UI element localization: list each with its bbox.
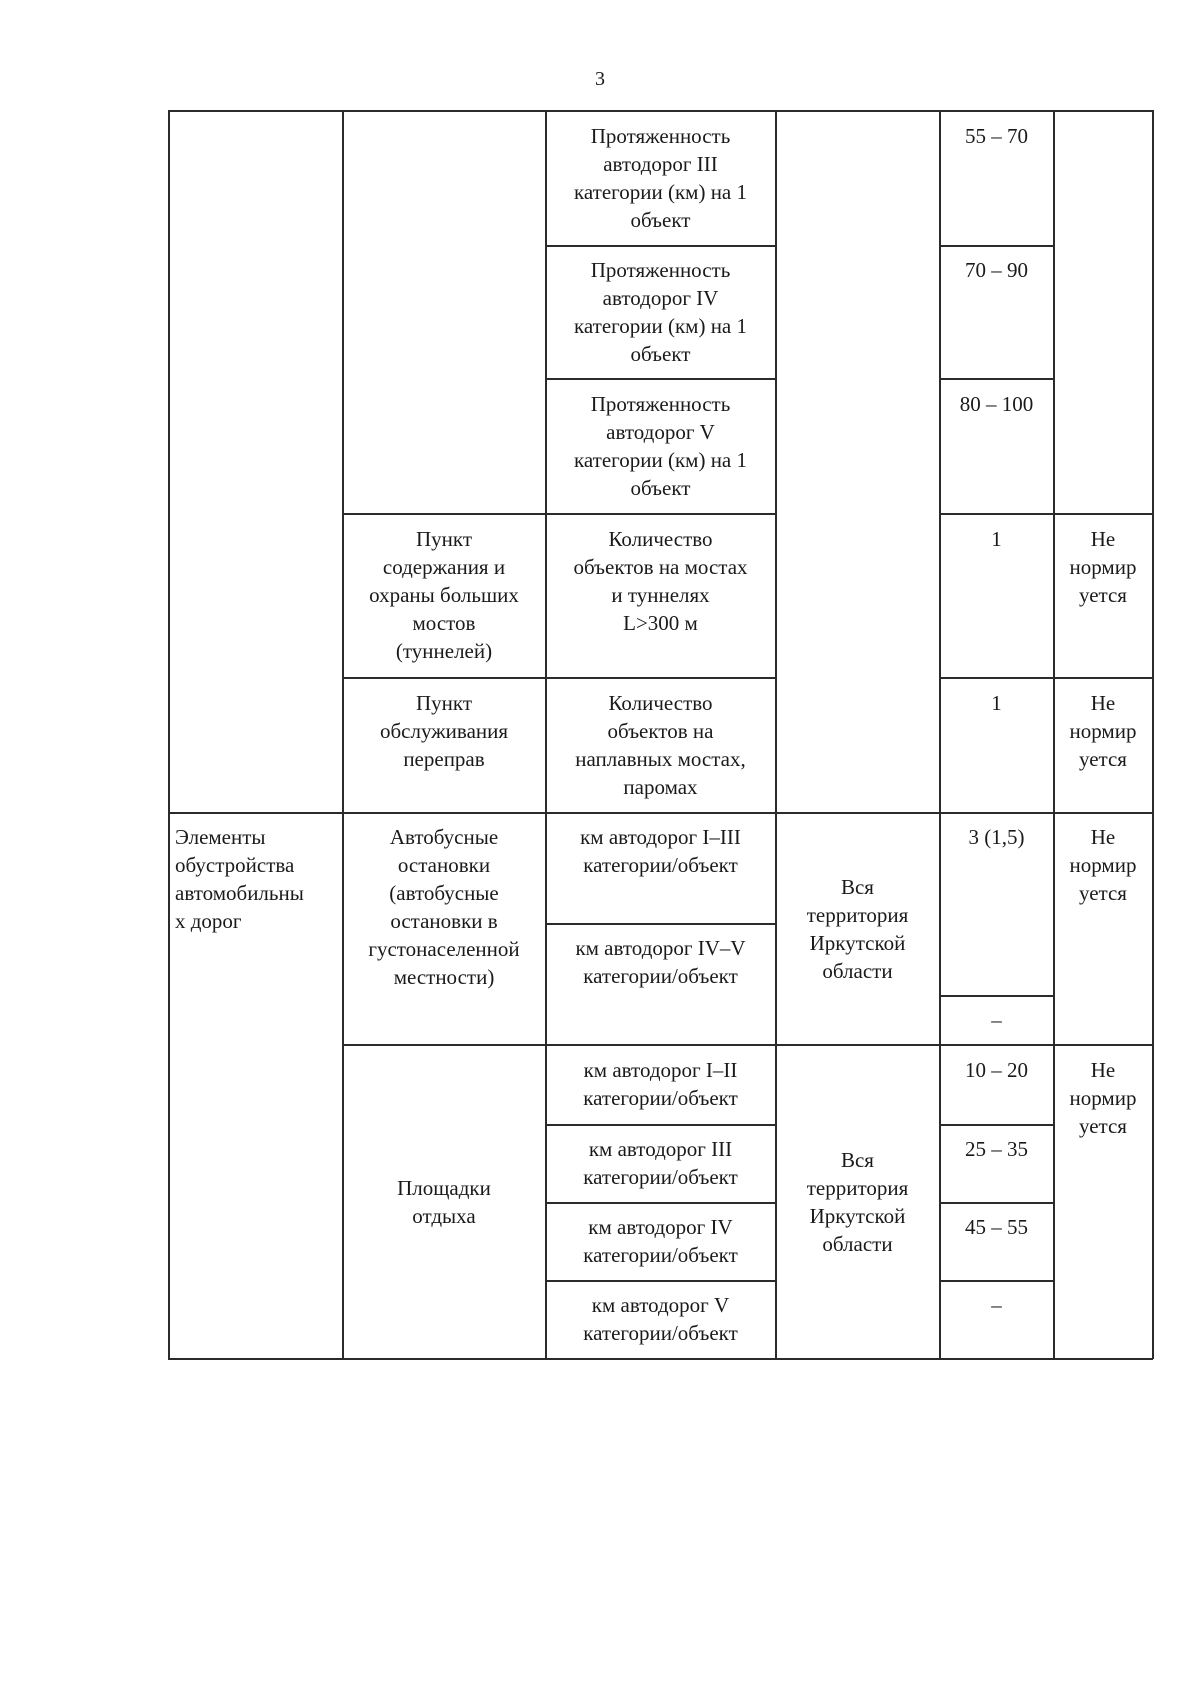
indicator-cell: км автодорог V категории/объект [583, 1293, 738, 1345]
value-cell: – [991, 1008, 1002, 1032]
value-cell: – [991, 1293, 1002, 1317]
territory-cell: Вся территория Иркутской области [806, 1147, 909, 1256]
note-cell: Не нормир уется [1069, 691, 1137, 771]
value-cell: 10 – 20 [965, 1058, 1028, 1082]
value-cell: 1 [991, 691, 1002, 715]
note-cell: Не нормир уется [1069, 527, 1137, 607]
territory-cell: Вся территория Иркутской области [806, 874, 909, 983]
note-cell: Не нормир уется [1069, 825, 1137, 905]
indicator-cell: Протяженность автодорог III категории (км) на 1 объект [573, 124, 747, 232]
indicator-cell: Количество объектов на наплавных мостах, паромах [575, 691, 746, 799]
value-cell: 25 – 35 [965, 1137, 1028, 1161]
indicator-cell: Количество объектов на мостах и туннелях L>300 м [573, 527, 748, 635]
indicator-cell: км автодорог I–II категории/объект [583, 1058, 738, 1110]
page-number: 3 [595, 68, 605, 90]
value-cell: 45 – 55 [965, 1215, 1028, 1239]
indicator-cell: км автодорог IV–V категории/объект [575, 936, 746, 988]
value-cell: 80 – 100 [959, 392, 1034, 416]
note-cell: Не нормир уется [1069, 1058, 1137, 1138]
indicator-cell: Протяженность автодорог IV категории (км) на 1 объект [573, 258, 747, 366]
indicator-cell: Протяженность автодорог V категории (км) на 1 объект [573, 392, 747, 500]
value-cell: 3 (1,5) [968, 825, 1025, 849]
object-cell: Автобусные остановки (автобусные остановки в густонаселенной местности) [368, 825, 520, 989]
object-cell: Пункт содержания и охраны больших мостов (туннелей) [369, 527, 519, 663]
value-cell: 1 [991, 527, 1002, 551]
category-cell: Элементы обустройства автомобильны х дорог [175, 825, 304, 933]
value-cell: 55 – 70 [965, 124, 1028, 148]
indicator-cell: км автодорог IV категории/объект [583, 1215, 738, 1267]
indicator-cell: км автодорог I–III категории/объект [580, 825, 741, 877]
object-cell: Пункт обслуживания переправ [379, 691, 509, 771]
object-cell: Площадки отдыха [397, 1175, 491, 1228]
value-cell: 70 – 90 [965, 258, 1028, 282]
indicator-cell: км автодорог III категории/объект [583, 1137, 738, 1189]
